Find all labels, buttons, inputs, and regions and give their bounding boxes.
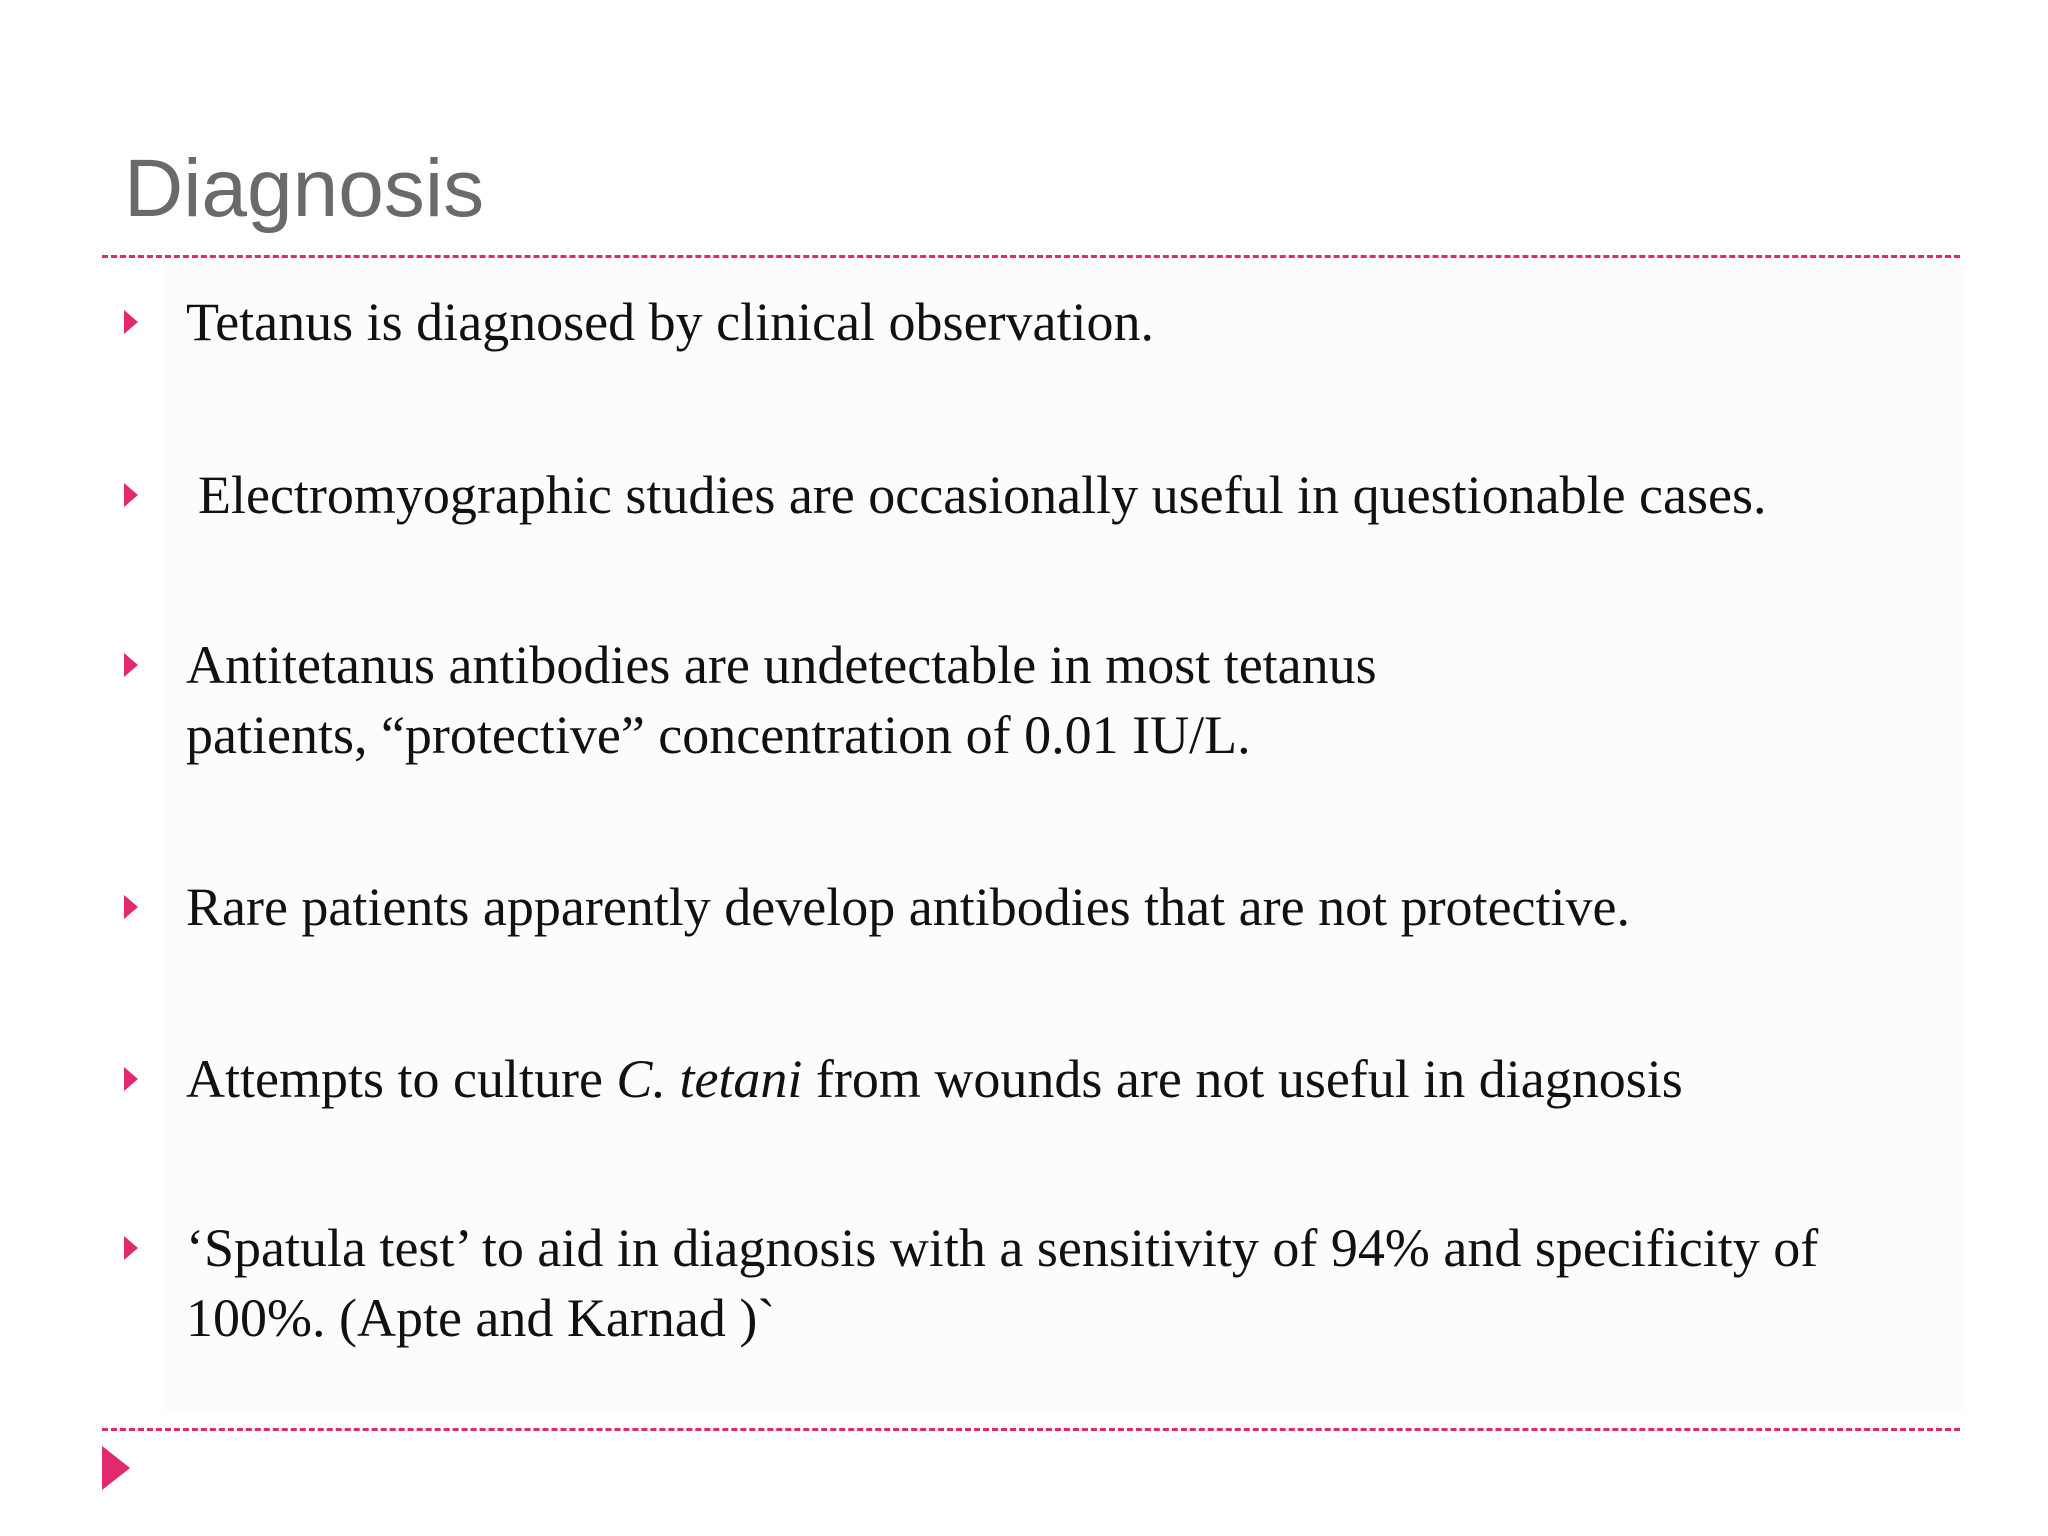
bullet-text: Rare patients apparently develop antibodies that are not protective. xyxy=(186,877,1630,937)
bullet-text-segment: Attempts to culture xyxy=(186,1049,617,1109)
bullet-text xyxy=(186,630,2036,770)
species-name: C. tetani xyxy=(616,1049,803,1109)
caret-right-icon xyxy=(124,895,138,919)
caret-right-icon xyxy=(124,310,138,334)
bullet-line: 100%. (Apte and Karnad )` xyxy=(186,1288,776,1348)
triangle-right-icon xyxy=(102,1446,130,1490)
bullet-text xyxy=(186,1213,2036,1353)
title-divider xyxy=(102,255,1960,258)
caret-right-icon xyxy=(124,1067,138,1091)
slide-title: Diagnosis xyxy=(124,143,485,234)
caret-right-icon xyxy=(124,1236,138,1260)
bullet-text xyxy=(186,1044,2046,1114)
bullet-line: Antitetanus antibodies are undetectable in most tetanus xyxy=(186,635,1377,695)
bullet-text-segment: from wounds are not useful in diagnosis xyxy=(802,1049,1683,1109)
bullet-text: Tetanus is diagnosed by clinical observation. xyxy=(186,292,1154,352)
bullet-line: patients, “protective” concentration of 0.01 IU/L. xyxy=(186,705,1251,765)
bullet-line: ‘Spatula test’ to aid in diagnosis with a sensitivity of 94% and specificity of xyxy=(186,1218,1819,1278)
footer-divider xyxy=(102,1428,1960,1431)
caret-right-icon xyxy=(124,483,138,507)
caret-right-icon xyxy=(124,653,138,677)
bullet-text: Electromyographic studies are occasionally useful in questionable cases. xyxy=(198,465,1767,525)
